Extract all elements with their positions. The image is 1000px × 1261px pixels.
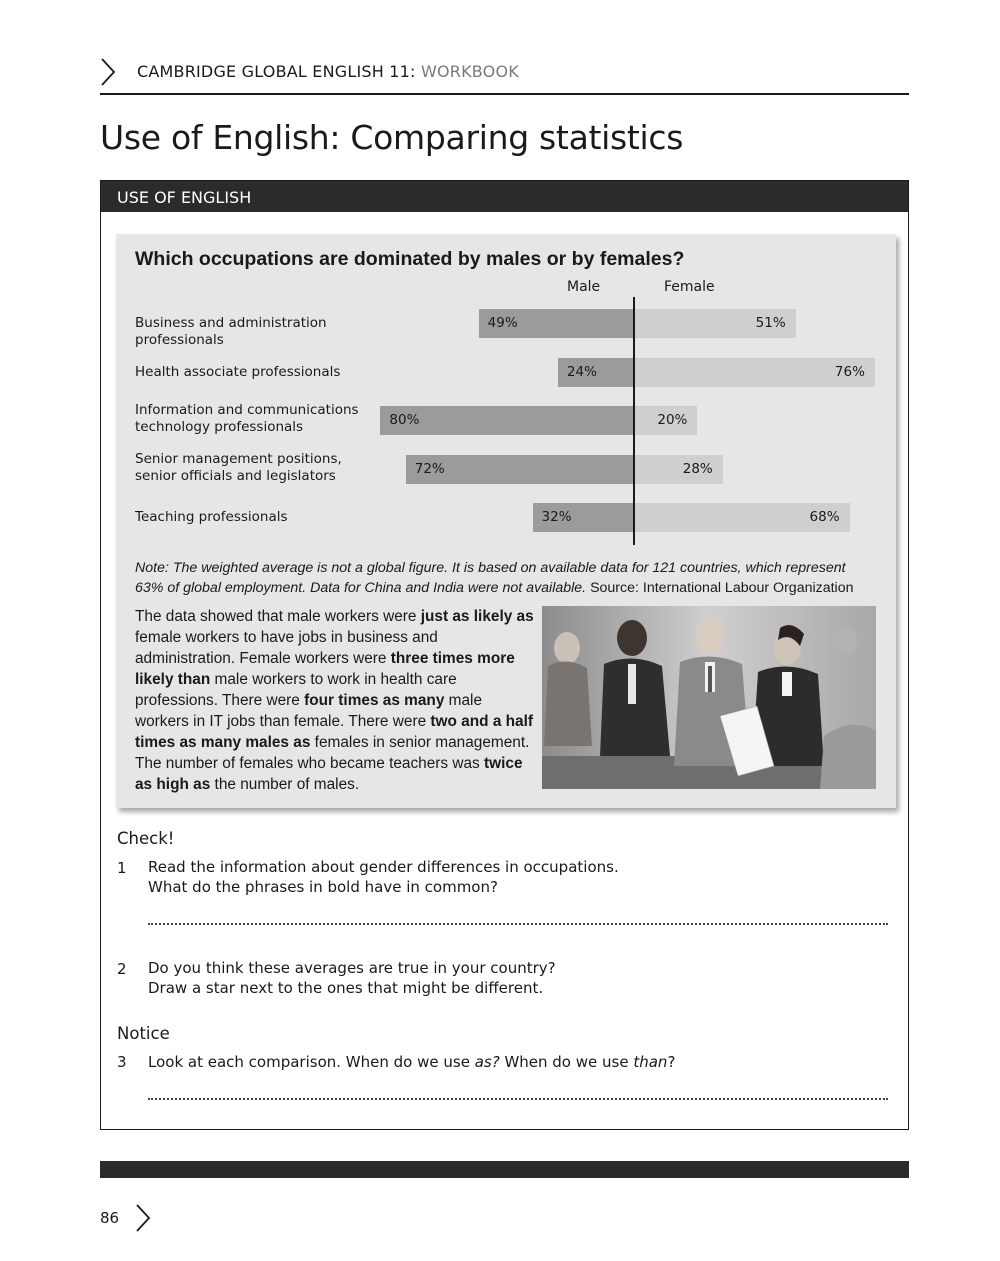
bold-phrase: three times more likely than — [135, 650, 515, 688]
category-label-line: senior officials and legislators — [135, 467, 336, 484]
category-label — [135, 451, 385, 485]
page-title: Use of English: Comparing statistics — [100, 118, 684, 157]
legend-male: Male — [567, 279, 601, 295]
bold-phrase: just as likely as — [420, 608, 534, 625]
bar-male-label: 80% — [389, 412, 420, 428]
bar-male — [380, 406, 634, 435]
bold-phrase: two and a half times as many males as — [135, 713, 534, 751]
answer-line-1[interactable] — [148, 923, 888, 925]
answer-line-3[interactable] — [148, 1098, 888, 1100]
question-1-number: 1 — [117, 859, 127, 877]
category-label-line: Teaching professionals — [135, 509, 288, 525]
category-label — [135, 402, 385, 436]
note-text: Note: The weighted average is not a global figure. It is based on available data for 121 countries, which represent 63% of global employment. Data for China and India were not available. — [135, 560, 846, 596]
chevron-right-icon — [100, 58, 116, 86]
bar-male — [558, 358, 634, 387]
chart-center-axis — [633, 297, 635, 545]
question-3-part-a: Look at each comparison. When do we use — [148, 1053, 475, 1071]
bar-male-label: 49% — [487, 315, 518, 331]
question-3-as: as? — [474, 1053, 500, 1071]
paragraph-text: the number of males. — [210, 776, 360, 793]
question-1-line-1: Read the information about gender differences in occupations. — [148, 858, 619, 876]
question-2-line-1: Do you think these averages are true in your country? — [148, 959, 556, 977]
header-rule — [100, 93, 909, 95]
box-header — [101, 181, 908, 212]
question-2-line-2: Draw a star next to the ones that might be different. — [148, 978, 544, 997]
check-heading: Check! — [117, 829, 175, 848]
use-of-english-box — [100, 180, 909, 1130]
page-number: 86 — [100, 1209, 120, 1227]
paragraph-text: male workers in IT jobs than female. There were — [135, 692, 483, 730]
category-label-line: technology professionals — [135, 419, 304, 435]
category-label — [135, 315, 385, 349]
question-3-than: than — [633, 1053, 668, 1071]
question-2 — [148, 959, 848, 998]
category-label — [135, 509, 385, 526]
bar-female-label: 68% — [809, 509, 840, 525]
bar-female — [634, 455, 723, 484]
category-label-line: Senior management positions, — [135, 450, 342, 467]
notice-heading: Notice — [117, 1024, 170, 1043]
paragraph-text: The data showed that male workers were — [135, 608, 421, 625]
job-candidates-photo — [542, 606, 876, 789]
bar-female-label: 76% — [834, 363, 865, 380]
chart-title: Which occupations are dominated by males or by females? — [135, 248, 685, 270]
bar-male — [406, 455, 634, 484]
bar-female-label: 51% — [755, 315, 786, 331]
bar-female-label: 28% — [682, 460, 713, 477]
bar-male-label: 72% — [414, 460, 445, 477]
bar-male-label: 32% — [541, 509, 572, 525]
bar-female-label: 20% — [657, 412, 688, 428]
category-label-line: Information and communications — [135, 402, 359, 418]
book-part: WORKBOOK — [420, 62, 519, 81]
category-label-line: Health associate professionals — [135, 363, 341, 380]
question-1-line-2: What do the phrases in bold have in common? — [148, 877, 498, 896]
chevron-right-icon — [135, 1204, 151, 1232]
question-3-part-c: ? — [667, 1053, 676, 1071]
question-3-number: 3 — [117, 1053, 127, 1071]
question-1 — [148, 858, 848, 897]
question-3-part-b: When do we use — [499, 1053, 634, 1071]
paragraph-text: females in senior management. The number of females who became teachers was — [135, 734, 530, 772]
legend-female: Female — [664, 279, 715, 295]
question-2-number: 2 — [117, 960, 127, 978]
question-3 — [148, 1053, 848, 1073]
chart-note — [135, 558, 875, 598]
source-text: Source: International Labour Organization — [586, 580, 854, 596]
bar-male — [533, 503, 634, 532]
box-title: USE OF ENGLISH — [117, 188, 252, 207]
statistics-panel — [116, 234, 896, 808]
book-title: CAMBRIDGE GLOBAL ENGLISH 11: — [137, 62, 421, 81]
bar-female — [634, 406, 697, 435]
running-header — [137, 62, 519, 81]
bar-female — [634, 358, 875, 387]
bar-female — [634, 503, 850, 532]
category-label-line: Business and administration professionals — [135, 315, 327, 348]
bold-phrase: twice as high as — [135, 755, 523, 793]
bar-male-label: 24% — [566, 363, 597, 380]
footer-bar — [100, 1161, 909, 1178]
paragraph-text: male workers to work in health care professions. There were — [135, 671, 457, 709]
bar-female — [634, 309, 796, 338]
bold-phrase: four times as many — [304, 692, 445, 709]
paragraph-text: female workers to have jobs in business and administration. Female workers were — [135, 629, 438, 667]
category-label — [135, 364, 385, 381]
bar-male — [479, 309, 634, 338]
explanation-paragraph — [135, 606, 535, 795]
